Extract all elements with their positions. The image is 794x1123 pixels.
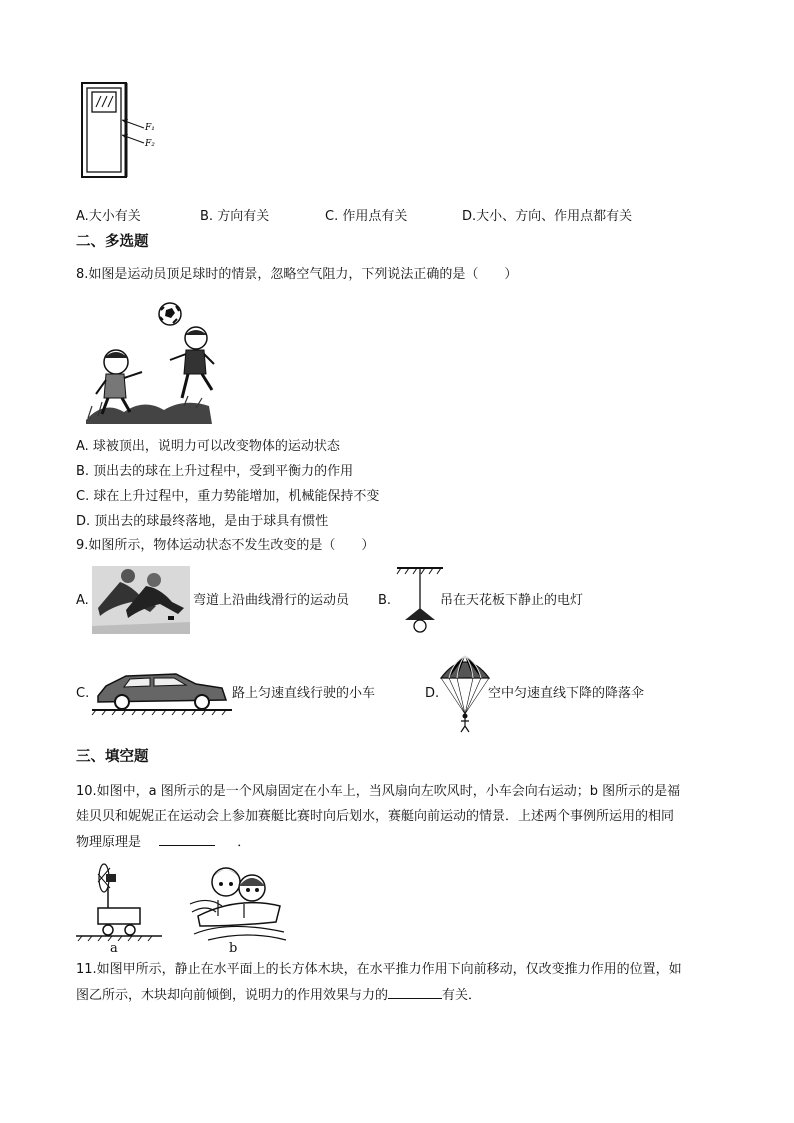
option-text: 作用点有关 bbox=[342, 209, 408, 224]
q9-option-d-text: 空中匀速直线下降的降落伞 bbox=[488, 686, 645, 701]
section-title-multiple-choice: 二、多选题 bbox=[76, 234, 149, 250]
q11-answer-blank[interactable] bbox=[388, 986, 442, 999]
q10-line2: 娃贝贝和妮妮正在运动会上参加赛艇比赛时向后划水，赛艇向前运动的情景．上述两个事例所运用的相同 bbox=[76, 809, 675, 824]
q7-option-d bbox=[462, 208, 632, 226]
q11-line1: 11.如图甲所示，静止在水平面上的长方体木块，在水平推力作用下向前移动，仅改变推力作用的位置，如 bbox=[76, 962, 682, 977]
q10-line3-text: 物理原理是 bbox=[76, 835, 142, 850]
q8-stem: 8.如图是运动员顶足球时的情景，忽略空气阻力，下列说法正确的是（ ） bbox=[76, 267, 518, 282]
rowing-fuwa-figure bbox=[188, 860, 288, 942]
q8-option-b: B. 顶出去的球在上升过程中，受到平衡力的作用 bbox=[76, 464, 354, 479]
q7-option-c bbox=[325, 208, 407, 226]
option-letter: A. bbox=[76, 209, 89, 224]
option-text: 大小、方向、作用点都有关 bbox=[476, 209, 633, 224]
q9-option-b-text: 吊在天花板下静止的电灯 bbox=[440, 593, 584, 608]
q10-line3 bbox=[76, 833, 250, 852]
q8-option-a: A. 球被顶出，说明力可以改变物体的运动状态 bbox=[76, 439, 340, 454]
q8-option-d: D. 顶出去的球最终落地，是由于球具有惯性 bbox=[76, 514, 329, 529]
section-title-fill-blank: 三、填空题 bbox=[76, 749, 149, 765]
q7-option-a bbox=[76, 208, 141, 226]
q10-line1: 10.如图中，a 图所示的是一个风扇固定在小车上，当风扇向左吹风时，小车会向右运动；b 图所示的是福 bbox=[76, 784, 681, 799]
car-on-road-figure bbox=[92, 668, 232, 716]
q11-line2-end: 有关． bbox=[442, 988, 482, 1003]
q9-option-a-text: 弯道上沿曲线滑行的运动员 bbox=[193, 593, 350, 608]
door-figure bbox=[72, 80, 172, 180]
option-letter: B. bbox=[200, 209, 214, 224]
parachute-figure bbox=[438, 652, 492, 734]
figure-a-label: a bbox=[110, 941, 118, 956]
q8-option-c: C. 球在上升过程中，重力势能增加，机械能保持不变 bbox=[76, 489, 380, 504]
option-text: 方向有关 bbox=[217, 209, 270, 224]
q9-stem: 9.如图所示，物体运动状态不发生改变的是（ ） bbox=[76, 538, 375, 553]
option-letter: C. bbox=[325, 209, 339, 224]
fan-cart-figure bbox=[76, 860, 162, 946]
q9-option-d-letter: D. bbox=[425, 686, 440, 701]
heading-ball-figure bbox=[84, 302, 224, 427]
force-label-f2: F₂ bbox=[145, 139, 155, 149]
q11-line2-text: 图乙所示，木块却向前倾倒，说明力的作用效果与力的 bbox=[76, 988, 389, 1003]
q9-option-c-text: 路上匀速直线行驶的小车 bbox=[232, 686, 376, 701]
force-label-f1: F₁ bbox=[145, 123, 155, 133]
figure-b-label: b bbox=[229, 941, 238, 956]
hanging-lamp-figure bbox=[395, 566, 445, 634]
option-letter: D. bbox=[462, 209, 477, 224]
q9-option-b-letter: B. bbox=[378, 593, 392, 608]
q10-line3-end: ． bbox=[237, 835, 251, 850]
q9-option-a-letter: A. bbox=[76, 593, 89, 608]
q7-option-b bbox=[200, 208, 269, 226]
q11-line2 bbox=[76, 986, 481, 1005]
q10-answer-blank[interactable] bbox=[159, 833, 215, 846]
speed-skaters-image bbox=[92, 566, 190, 634]
q9-option-c-letter: C. bbox=[76, 686, 90, 701]
option-text: 大小有关 bbox=[88, 209, 141, 224]
